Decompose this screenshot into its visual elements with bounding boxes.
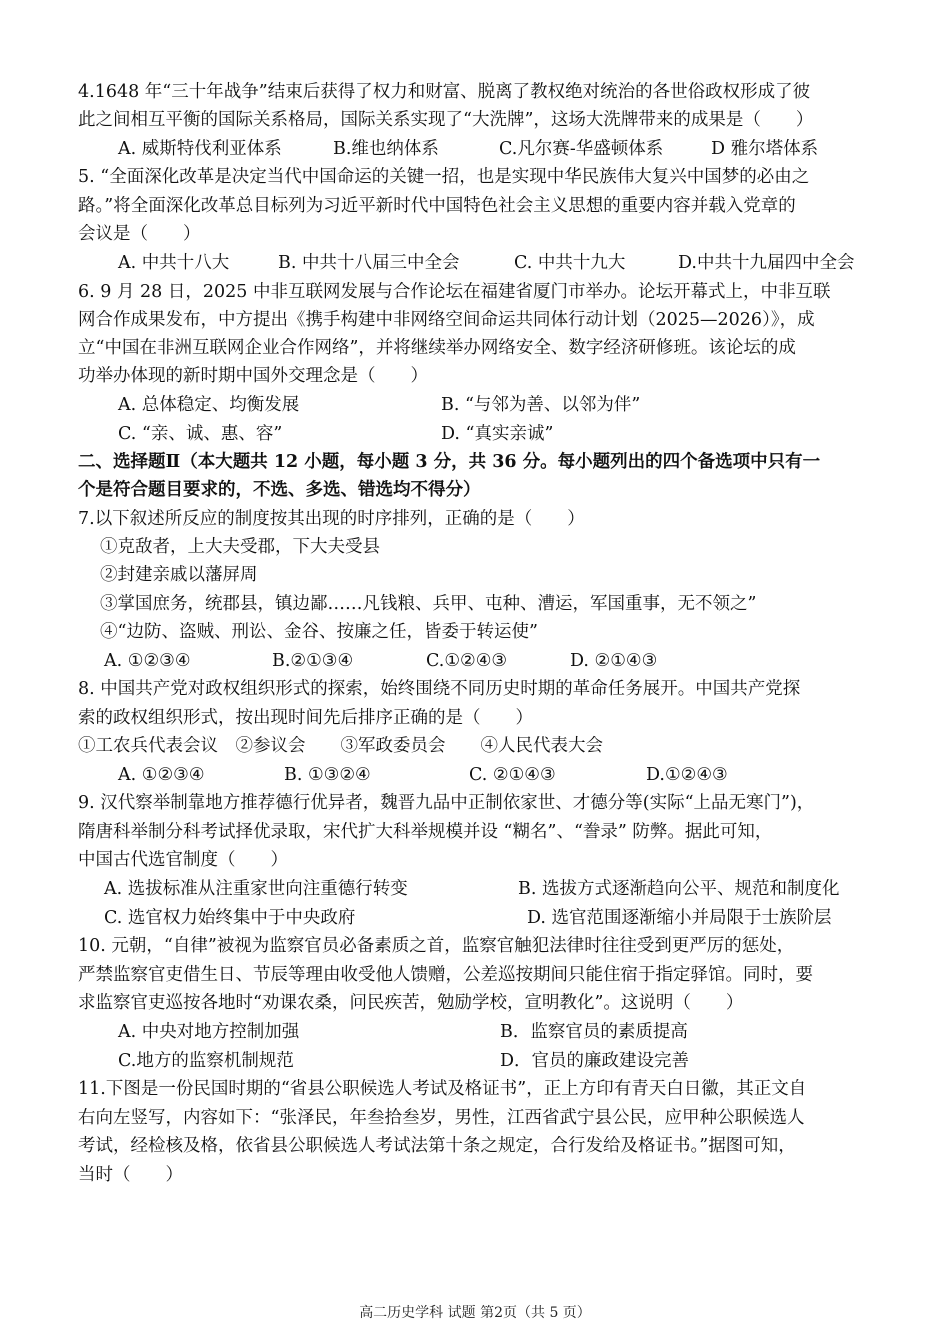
q6-stem-line2: 网合作成果发布，中方提出《携手构建中非网络空间命运共同体行动计划（2025—2026）》，成 [78, 310, 815, 330]
q5-stem-line1: 5. “全面深化改革是决定当代中国命运的关键一招，也是实现中华民族伟大复兴中国梦的必由之 [78, 167, 810, 187]
q8-option-b: B. ①③②④ [284, 765, 371, 785]
q7-item-3: ③掌国庶务，统郡县，镇边鄙……凡钱粮、兵甲、屯种、漕运，军国重事，无不领之” [100, 594, 757, 614]
q8-option-a: A. ①②③④ [118, 765, 205, 785]
q9-option-c: C. 选官权力始终集中于中央政府 [104, 908, 356, 928]
q7-item-4: ④“边防、盗贼、刑讼、金谷、按廉之任，皆委于转运使” [100, 622, 538, 642]
q6-stem-line3: 立“中国在非洲互联网企业合作网络”，并将继续举办网络安全、数字经济研修班。该论坛的成 [78, 338, 796, 358]
q11-stem-line4: 当时（ ） [78, 1165, 183, 1185]
q6-option-c: C. “亲、诚、惠、容” [118, 424, 283, 444]
q7-option-a: A. ①②③④ [104, 651, 191, 671]
q8-option-c: C. ②①④③ [469, 765, 556, 785]
q7-option-b: B.②①③④ [272, 651, 354, 671]
q7-stem: 7.以下叙述所反应的制度按其出现的时序排列，正确的是（ ） [78, 509, 585, 529]
q10-stem-line2: 严禁监察官吏借生日、节辰等理由收受他人馈赠，公差巡按期间只能住宿于指定驿馆。同时，要 [78, 965, 813, 985]
q5-stem-line2: 路。”将全面深化改革总目标列为习近平新时代中国特色社会主义思想的重要内容并载入党章的 [78, 196, 796, 216]
q5-option-b: B. 中共十八届三中全会 [278, 253, 460, 273]
q8-option-d: D.①②④③ [646, 765, 728, 785]
q10-option-a: A. 中央对地方控制加强 [118, 1022, 300, 1042]
q7-item-2: ②封建亲戚以藩屏周 [100, 565, 258, 585]
page-footer: 高二历史学科 试题 第2页（共 5 页） [359, 1305, 591, 1321]
q4-stem-line1: 4.1648 年“三十年战争”结束后获得了权力和财富、脱离了教权绝对统治的各世俗政权形成了彼 [78, 82, 811, 102]
q10-stem-line3: 求监察官吏巡按各地时“劝课农桑，问民疾苦，勉励学校，宣明教化”。这说明（ ） [78, 993, 744, 1013]
q8-stem-line2: 索的政权组织形式，按出现时间先后排序正确的是（ ） [78, 708, 533, 728]
q6-option-a: A. 总体稳定、均衡发展 [118, 395, 300, 415]
q10-option-d: D．官员的廉政建设完善 [500, 1051, 690, 1071]
q9-option-d: D. 选官范围逐渐缩小并局限于士族阶层 [527, 908, 832, 928]
q9-stem-line3: 中国古代选官制度（ ） [78, 850, 288, 870]
q11-stem-line3: 考试，经检核及格，依省县公职候选人考试法第十条之规定，合行发给及格证书。”据图可知， [78, 1136, 796, 1156]
q6-stem-line1: 6. 9 月 28 日，2025 中非互联网发展与合作论坛在福建省厦门市举办。论坛开幕式上，中非互联 [78, 282, 831, 302]
q5-option-a: A. 中共十八大 [118, 253, 230, 273]
q9-stem-line1: 9. 汉代察举制靠地方推荐德行优异者，魏晋九品中正制依家世、才德分等(实际“上品无寒门”)， [78, 793, 815, 813]
q6-stem-line4: 功举办体现的新时期中国外交理念是（ ） [78, 366, 428, 386]
q4-option-b: B.维也纳体系 [333, 139, 439, 159]
q10-option-b: B．监察官员的素质提高 [500, 1022, 688, 1042]
q9-option-b: B. 选拔方式逐渐趋向公平、规范和制度化 [518, 879, 840, 899]
q7-option-c: C.①②④③ [426, 651, 508, 671]
q4-option-a: A. 威斯特伐利亚体系 [118, 139, 282, 159]
q10-option-c: C.地方的监察机制规范 [118, 1051, 294, 1071]
q5-stem-line3: 会议是（ ） [78, 224, 201, 244]
q11-stem-line2: 右向左竖写，内容如下：“张泽民，年叁拾叁岁，男性，江西省武宁县公民，应甲种公职候选人 [78, 1108, 805, 1128]
q9-stem-line2: 隋唐科举制分科考试择优录取，宋代扩大科举规模并设 “糊名”、“誊录” 防弊。据此可知， [78, 822, 773, 842]
q10-stem-line1: 10. 元朝，“自律”被视为监察官员必备素质之首，监察官触犯法律时往往受到更严厉的惩处， [78, 936, 795, 956]
q5-option-d: D.中共十九届四中全会 [678, 253, 855, 273]
q11-stem-line1: 11.下图是一份民国时期的“省县公职候选人考试及格证书”，正上方印有青天白日徽，其正文自 [78, 1079, 807, 1099]
q6-option-b: B. “与邻为善、以邻为伴” [441, 395, 641, 415]
q9-option-a: A. 选拔标准从注重家世向注重德行转变 [104, 879, 408, 899]
q5-option-c: C. 中共十九大 [514, 253, 626, 273]
q4-option-d: D 雅尔塔体系 [711, 139, 819, 159]
section-2-heading-line2: 个是符合题目要求的，不选、多选、错选均不得分） [78, 480, 481, 500]
q8-stem-line1: 8. 中国共产党对政权组织形式的探索，始终围绕不同历史时期的革命任务展开。中国共产党探 [78, 679, 801, 699]
q7-option-d: D. ②①④③ [570, 651, 658, 671]
q4-stem-line2: 此之间相互平衡的国际关系格局，国际关系实现了“大洗牌”，这场大洗牌带来的成果是（ ） [78, 110, 814, 130]
q8-items: ①工农兵代表会议 ②参议会 ③军政委员会 ④人民代表大会 [78, 736, 603, 756]
q6-option-d: D. “真实亲诚” [441, 424, 554, 444]
q7-item-1: ①克敌者，上大夫受郡，下大夫受县 [100, 537, 380, 557]
section-2-heading-line1: 二、选择题Ⅱ（本大题共 12 小题，每小题 3 分，共 36 分。每小题列出的四个备选项中只有一 [78, 452, 821, 472]
q4-option-c: C.凡尔赛-华盛顿体系 [499, 139, 664, 159]
